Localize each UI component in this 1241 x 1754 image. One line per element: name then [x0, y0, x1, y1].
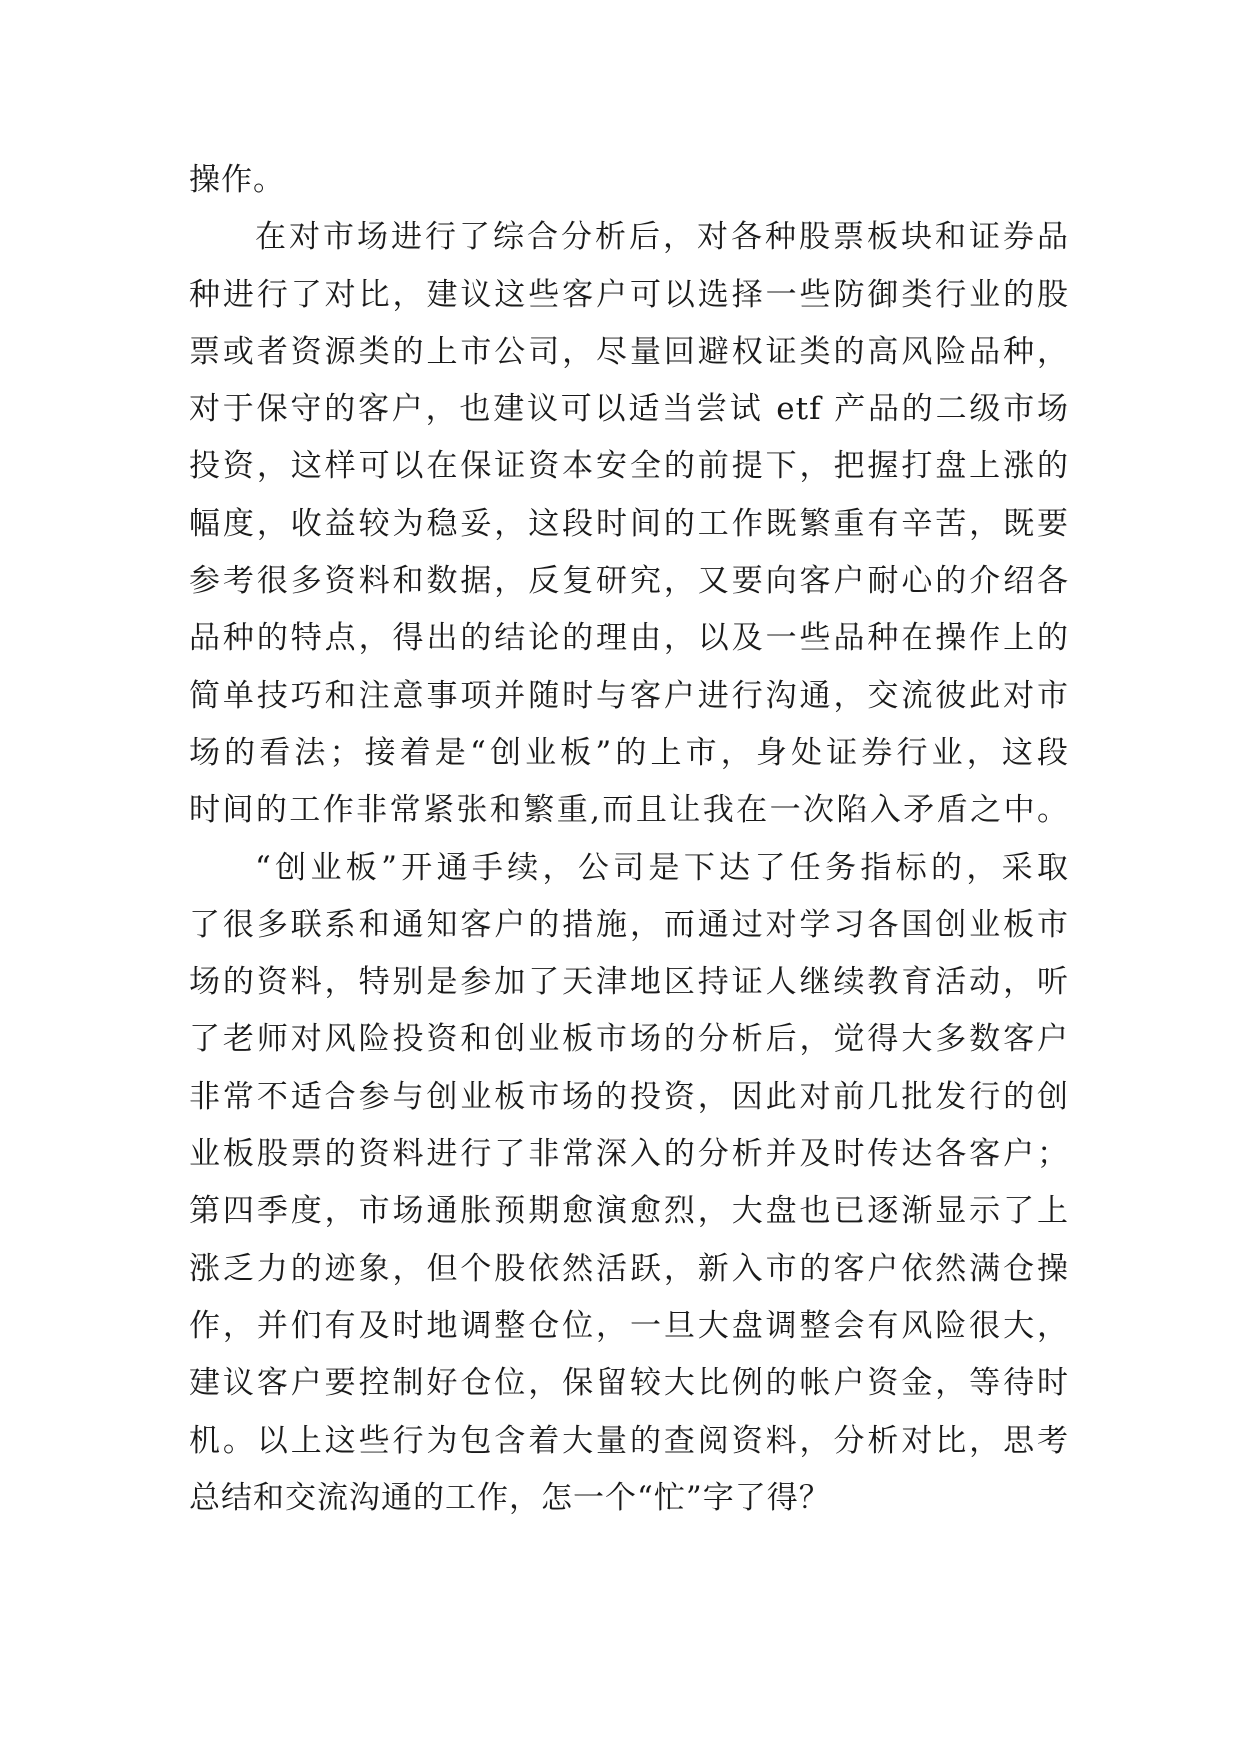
- text-line: 票或者资源类的上市公司，尽量回避权证类的高风险品种，: [189, 333, 1069, 370]
- text-line: 建议客户要控制好仓位，保留较大比例的帐户资金，等待时: [189, 1365, 1069, 1402]
- text-line: 了很多联系和通知客户的措施，而通过对学习各国创业板市: [189, 906, 1069, 943]
- text-line: 种进行了对比，建议这些客户可以选择一些防御类行业的股: [189, 276, 1069, 313]
- text-line: 机。以上这些行为包含着大量的查阅资料，分析对比，思考: [189, 1422, 1069, 1459]
- text-line: 了老师对风险投资和创业板市场的分析后，觉得大多数客户: [189, 1021, 1069, 1058]
- text-line: 参考很多资料和数据，反复研究，又要向客户耐心的介绍各: [189, 563, 1069, 600]
- text-line: 总结和交流沟通的工作，怎一个“忙”字了得？: [189, 1479, 831, 1516]
- text-line: “创业板”开通手续，公司是下达了任务指标的，采取: [255, 849, 1069, 886]
- paragraph-1: [189, 152, 1069, 209]
- text-line: 幅度，收益较为稳妥，这段时间的工作既繁重有辛苦，既要: [189, 505, 1069, 542]
- text-line: 简单技巧和注意事项并随时与客户进行沟通，交流彼此对市: [189, 677, 1069, 714]
- text-line: 涨乏力的迹象，但个股依然活跃，新入市的客户依然满仓操: [189, 1250, 1069, 1287]
- text-line: 作，并们有及时地调整仓位，一旦大盘调整会有风险很大，: [189, 1307, 1069, 1344]
- text-line: 投资，这样可以在保证资本安全的前提下，把握打盘上涨的: [189, 448, 1069, 485]
- text-line: 非常不适合参与创业板市场的投资，因此对前几批发行的创: [189, 1078, 1069, 1115]
- text-line: 第四季度，市场通胀预期愈演愈烈，大盘也已逐渐显示了上: [189, 1193, 1069, 1230]
- paragraph-2: [189, 209, 1069, 839]
- text-line: 场的资料，特别是参加了天津地区持证人继续教育活动，听: [189, 964, 1069, 1001]
- text-line: 业板股票的资料进行了非常深入的分析并及时传达各客户；: [189, 1136, 1069, 1173]
- text-line: 场的看法；接着是“创业板”的上市，身处证券行业，这段: [189, 734, 1069, 771]
- text-line: 操作。: [189, 162, 285, 198]
- text-line: 时间的工作非常紧张和繁重,而且让我在一次陷入矛盾之中。: [189, 792, 1069, 829]
- paragraph-3: [189, 840, 1069, 1528]
- text-line: 品种的特点，得出的结论的理由，以及一些品种在操作上的: [189, 620, 1069, 657]
- document-body: [189, 152, 1069, 1527]
- text-line: 对于保守的客户，也建议可以适当尝试 etf 产品的二级市场: [189, 391, 1069, 428]
- text-line: 在对市场进行了综合分析后，对各种股票板块和证券品: [255, 219, 1069, 256]
